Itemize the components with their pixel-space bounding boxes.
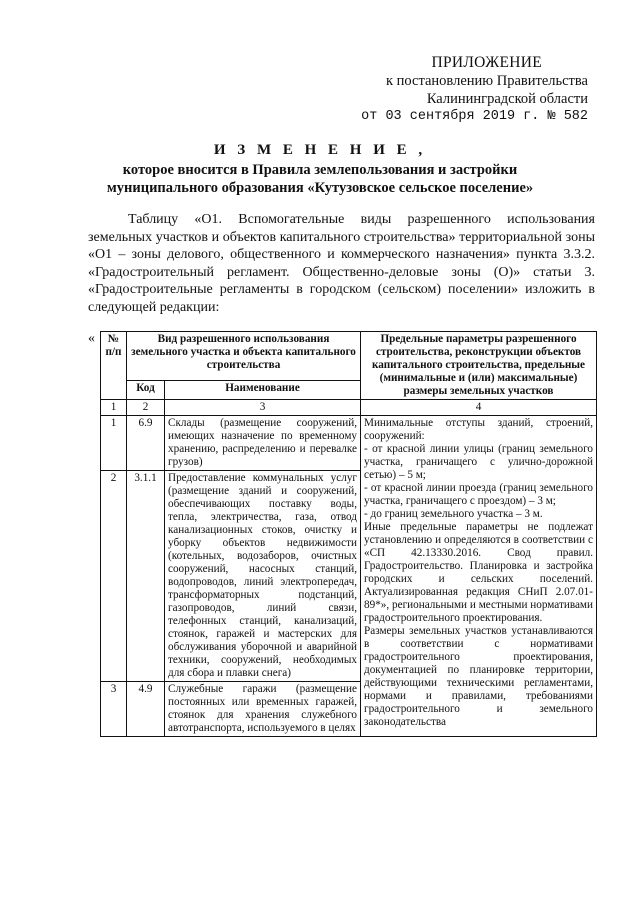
heading-line-2: которое вносится в Правила землепользования и застройки bbox=[122, 162, 518, 178]
col-number: 2 bbox=[127, 400, 165, 416]
heading-line-3: муниципального образования «Кутузовское сельское поселение» bbox=[106, 180, 534, 196]
appendix-line-1: к постановлению Правительства bbox=[386, 73, 588, 89]
row-code: 3.1.1 bbox=[127, 471, 165, 682]
intro-paragraph: Таблицу «О1. Вспомогательные виды разрешенного использования земельных участков и объектов капитального строительства» территориальной зоны «О1 – зоны делового, общественного и коммерческого назначения» пункта 3.3.2. «Градостроительный регламент. Общественно-деловые зоны (О)» статьи 3. «Градостроительные регламенты в городском (сельском) поселении» изложить в следующей редакции: bbox=[88, 212, 595, 315]
params-paragraph: Размеры земельных участков устанавливаются в соответствии с нормативами градостроительного проектирования, документацией по планировке территории, действующими техническими регламентами, нормами и правилами, требованиями градостроительного и земельного законодательства bbox=[364, 625, 593, 728]
row-num: 1 bbox=[101, 416, 127, 471]
header-params: Предельные параметры разрешенного строительства, реконструкции объектов капитального строительства, предельные (минимальные и (или) максимальные) размеры земельных участков bbox=[361, 332, 597, 400]
header-name: Наименование bbox=[165, 381, 361, 400]
params-paragraph: - до границ земельного участка – 3 м. bbox=[364, 508, 543, 520]
row-code: 4.9 bbox=[127, 682, 165, 737]
regulation-table bbox=[100, 331, 597, 737]
table-row bbox=[101, 416, 597, 471]
row-params bbox=[361, 416, 597, 737]
params-paragraph: - от красной линии улицы (границ земельного участка, граничащего с улично-дорожной сетью) – 5 м; bbox=[364, 443, 593, 481]
col-number: 1 bbox=[101, 400, 127, 416]
row-name: Предоставление коммунальных услуг (размещение зданий и сооружений, обеспечивающих поставку воды, тепла, электричества, газа, отвод канализационных стоков, очистку и уборку объектов недвижимости (котельных, водозаборов, очистных сооружений, насосных станций, водопроводов, линий электропередач, трансформаторных подстанций, газопроводов, линий связи, телефонных станций, канализаций, стоянок, гаражей и мастерских для обслуживания уборочной и аварийной техники, сооружений, необходимых для сбора и плавки снега) bbox=[165, 471, 361, 682]
row-name: Склады (размещение сооружений, имеющих назначение по временному хранению, распределению и перевалке грузов) bbox=[165, 416, 361, 471]
params-paragraph: Иные предельные параметры не подлежат установлению и определяются в соответствии с «СП 42.13330.2016. Свод правил. Градостроительство. Планировка и застройка городских и сельских поселений. Актуализированная редакция СНиП 2.07.01-89*», региональными и местными нормативами градостроительного проектирования. bbox=[364, 521, 593, 624]
table-header-row bbox=[101, 332, 597, 381]
header-use-type: Вид разрешенного использования земельного участка и объекта капитального строительства bbox=[127, 332, 361, 381]
column-number-row bbox=[101, 400, 597, 416]
appendix-date-line: от 03 сентября 2019 г. № 582 bbox=[361, 109, 588, 124]
header-code: Код bbox=[127, 381, 165, 400]
params-paragraph: - от красной линии проезда (границ земельного участка, граничащего с проездом) – 3 м; bbox=[364, 482, 593, 507]
row-code: 6.9 bbox=[127, 416, 165, 471]
row-num: 2 bbox=[101, 471, 127, 682]
col-number: 3 bbox=[165, 400, 361, 416]
params-paragraph: Минимальные отступы зданий, строений, сооружений: bbox=[364, 417, 593, 442]
appendix-block bbox=[361, 54, 588, 126]
appendix-line-2: Калининградской области bbox=[426, 91, 588, 107]
header-num: № п/п bbox=[101, 332, 127, 400]
appendix-title: ПРИЛОЖЕНИЕ bbox=[431, 54, 542, 71]
row-name: Служебные гаражи (размещение постоянных или временных гаражей, стоянок для хранения служебного автотранспорта, используемого в целях bbox=[165, 682, 361, 737]
col-number: 4 bbox=[361, 400, 597, 416]
row-num: 3 bbox=[101, 682, 127, 737]
heading-title: И З М Е Н Е Н И Е , bbox=[213, 142, 427, 158]
opening-quote-mark: « bbox=[88, 331, 95, 346]
document-heading bbox=[0, 141, 640, 197]
